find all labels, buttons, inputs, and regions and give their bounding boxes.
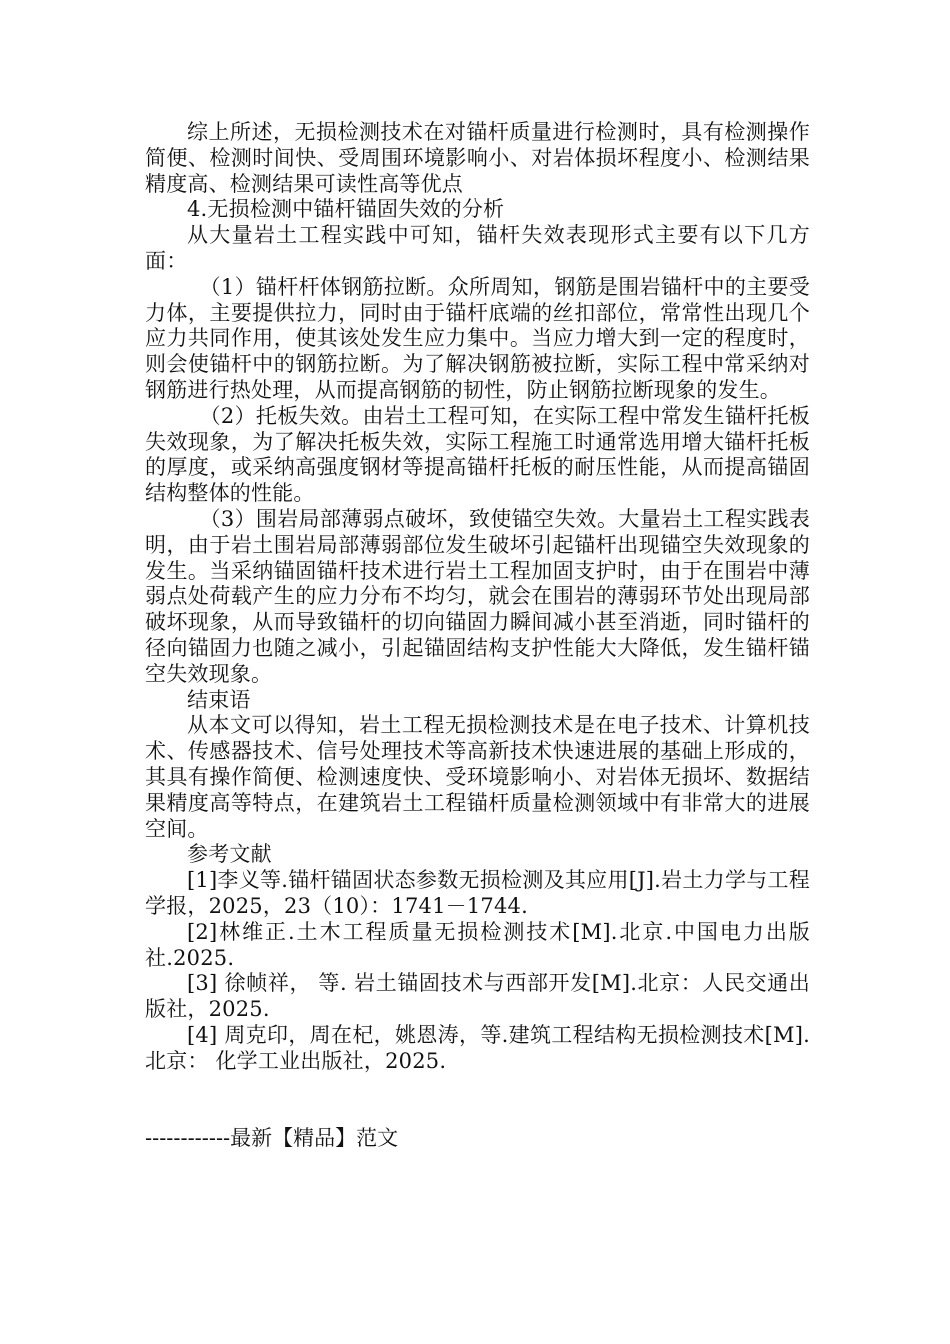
page-footer: ------------最新【精品】范文 bbox=[145, 1126, 399, 1150]
reference-item-3: [3] 徐帧祥， 等. 岩土锚固技术与西部开发[M].北京：人民交通出版社，2025. bbox=[145, 971, 810, 1022]
failure-item-2: （2）托板失效。由岩土工程可知，在实际工程中常发生锚杆托板失效现象，为了解决托板失效，实际工程施工时通常选用增大锚杆托板的厚度，或采纳高强度钢材等提高锚杆托板的耐压性能，从而提高锚固结构整体的性能。 bbox=[145, 403, 810, 506]
conclusion-paragraph: 从本文可以得知，岩土工程无损检测技术是在电子技术、计算机技术、传感器技术、信号处理技术等高新技术快速进展的基础上形成的，其具有操作简便、检测速度快、受环境影响小、对岩体无损坏、数据结果精度高等特点，在建筑岩土工程锚杆质量检测领域中有非常大的进展空间。 bbox=[145, 713, 810, 841]
reference-item-2: [2]林维正.土木工程质量无损检测技术[M].北京.中国电力出版社.2025. bbox=[145, 919, 810, 970]
section-heading-anchor-failure: 4.无损检测中锚杆锚固失效的分析 bbox=[187, 197, 505, 222]
failure-item-1: （1）锚杆杆体钢筋拉断。众所周知，钢筋是围岩锚杆中的主要受力体，主要提供拉力，同时由于锚杆底端的丝扣部位，常常性出现几个应力共同作用，使其该处发生应力集中。当应力增大到一定的程度时，则会使锚杆中的钢筋拉断。为了解决钢筋被拉断，实际工程中常采纳对钢筋进行热处理，从而提高钢筋的韧性，防止钢筋拉断现象的发生。 bbox=[145, 274, 810, 402]
summary-paragraph: 综上所述，无损检测技术在对锚杆质量进行检测时，具有检测操作简便、检测时间快、受周围环境影响小、对岩体损坏程度小、检测结果精度高、检测结果可读性高等优点 bbox=[145, 120, 810, 196]
failure-item-3: （3）围岩局部薄弱点破坏，致使锚空失效。大量岩土工程实践表明，由于岩土围岩局部薄弱部位发生破坏引起锚杆出现锚空失效现象的发生。当采纳锚固锚杆技术进行岩土工程加固支护时，由于在围岩中薄弱点处荷载产生的应力分布不均匀，就会在围岩的薄弱环节处出现局部破坏现象，从而导致锚杆的切向锚固力瞬间减小甚至消逝，同时锚杆的径向锚固力也随之减小，引起锚固结构支护性能大大降低，发生锚杆锚空失效现象。 bbox=[145, 506, 810, 686]
document-body bbox=[145, 120, 810, 1074]
references-heading: 参考文献 bbox=[187, 842, 272, 867]
failure-intro-paragraph: 从大量岩土工程实践中可知，锚杆失效表现形式主要有以下几方面： bbox=[145, 223, 810, 273]
reference-item-4: [4] 周克印，周在杞，姚恩涛，等.建筑工程结构无损检测技术[M]. 北京： 化学工业出版社，2025. bbox=[145, 1022, 810, 1073]
reference-item-1: [1]李义等.锚杆锚固状态参数无损检测及其应用[J].岩土力学与工程学报，2025，23（10）：1741－1744. bbox=[145, 868, 810, 918]
conclusion-heading: 结束语 bbox=[187, 687, 251, 712]
